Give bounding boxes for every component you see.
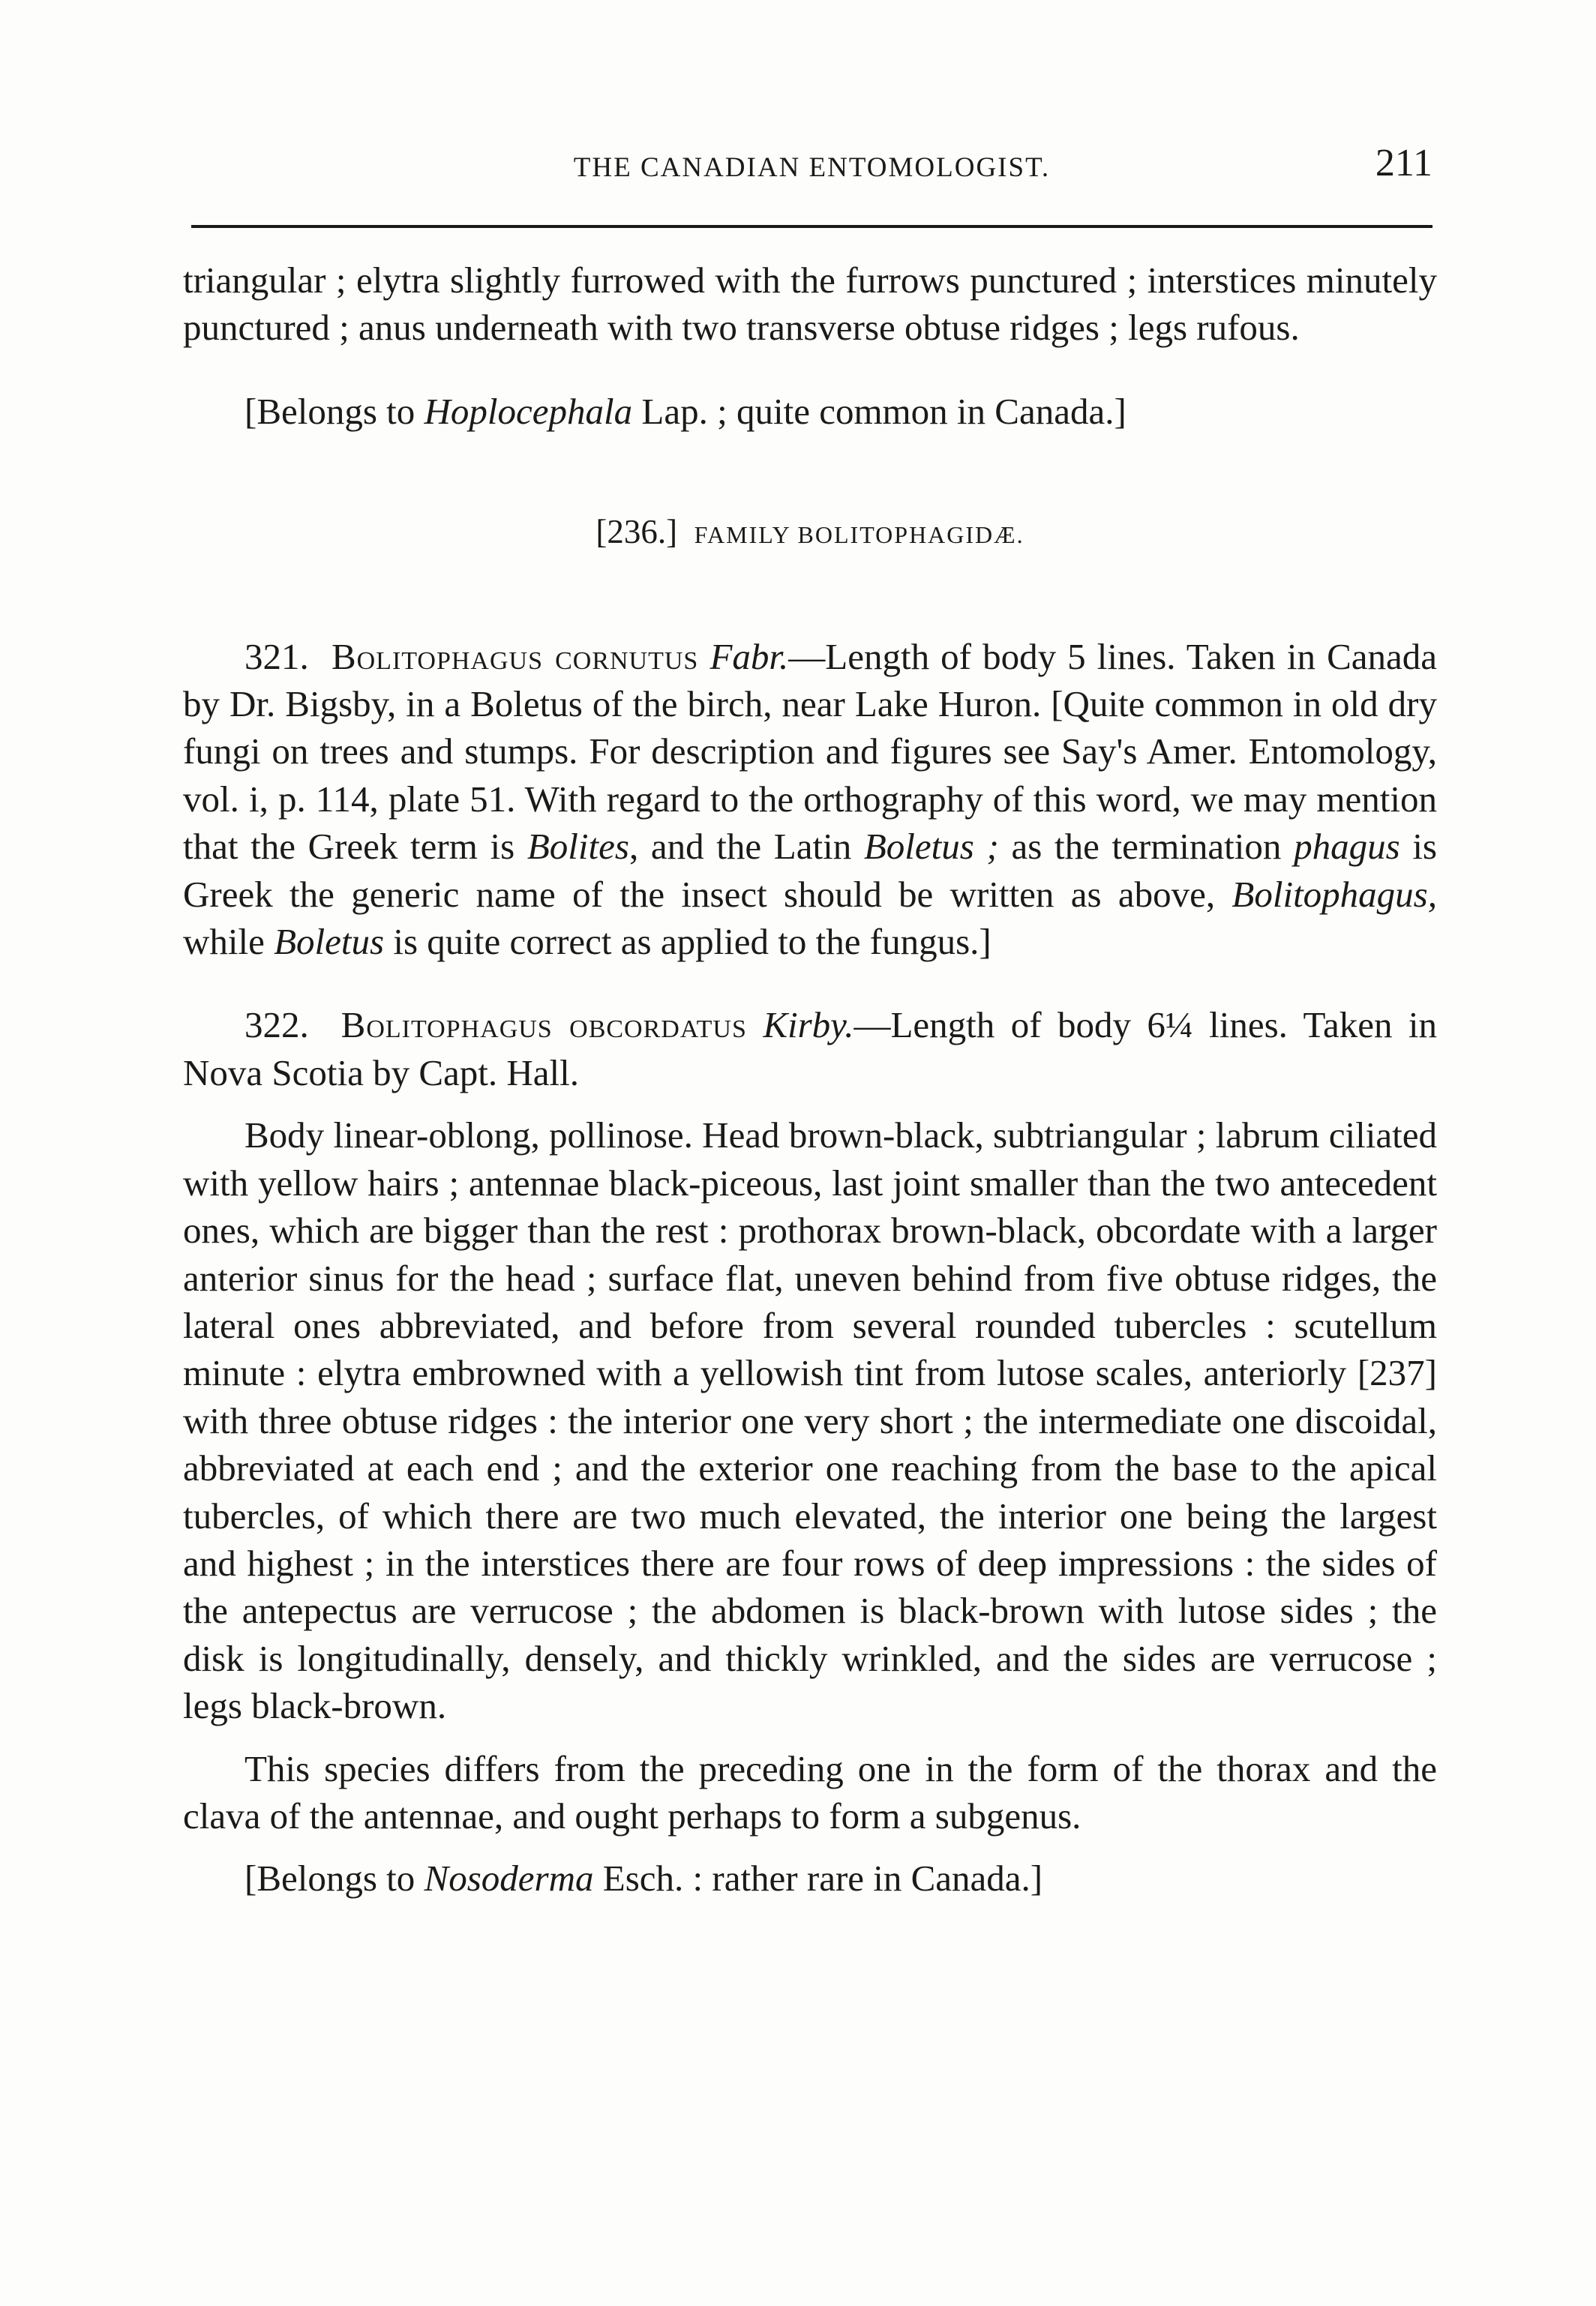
italic-term: Bolites — [526, 826, 629, 868]
entry-text: —Length of body 6¼ lines. Taken in Nova Scotia by Capt. Hall. — [183, 1004, 1438, 1093]
italic-term: Boletus ; — [863, 826, 999, 868]
species-name: Bolitophagus obcordatus — [340, 1004, 747, 1046]
genus-name: Nosoderma — [424, 1858, 594, 1900]
belongs-note-hoplocephala — [183, 388, 1437, 435]
species-author: Fabr. — [710, 635, 789, 677]
entry-text: as the termination — [998, 826, 1294, 868]
genus-name: Hoplocephala — [424, 390, 633, 432]
family-name: FAMILY BOLITOPHAGIDÆ. — [694, 521, 1024, 549]
species-author: Kirby. — [763, 1004, 854, 1046]
species-comparison: This species differs from the preceding one in the form of the thorax and the clava of the antennae, and ought perhaps to form a subgenus. — [183, 1747, 1437, 1837]
page-header — [191, 141, 1432, 193]
species-description: Body linear-oblong, pollinose. Head brown-black, subtriangular ; labrum ciliated with yellow hairs ; antennae black-piceous, last joint smaller than the two antecedent ones, which are bigger than the rest : prothorax brown-black, obcordate with a larger anterior sinus for the head ; surface flat, uneven behind from five obtuse ridges, the lateral ones abbreviated, and before from several rounded tubercles : scutellum minute : elytra embrowned with a yellowish tint from lutose scales, anteriorly [237] with three obtuse ridges : the interior one very short ; the intermediate one discoidal, abbreviated at each end ; and the exterior one reaching from the base to the apical tubercles, of which there are two much elevated, the interior one being the largest and highest ; in the interstices there are four rows of deep impressions : the sides of the antepectus are verrucose ; the abdomen is black-brown with lutose sides ; the disk is longitudinally, densely, and thickly wrinkled, and the sides are verrucose ; legs black-brown. — [183, 1114, 1437, 1727]
species-number: 321. — [244, 635, 309, 677]
page-number: 211 — [1375, 142, 1432, 184]
entry-text: , and the Latin — [628, 826, 864, 868]
note-text-before: [Belongs to — [244, 390, 424, 432]
italic-term: Boletus — [274, 921, 385, 963]
note-text-after: Lap. ; quite common in Canada.] — [632, 390, 1126, 432]
species-entry-321 — [183, 633, 1437, 966]
entry-text: is Greek the generic name of the insect should be written as above, — [183, 826, 1438, 915]
page-body — [183, 256, 1437, 1903]
species-number: 322. — [244, 1004, 309, 1046]
family-heading — [183, 508, 1437, 559]
section-marker: [236.] — [596, 513, 678, 551]
belongs-note-nosoderma — [183, 1855, 1437, 1902]
entry-text: —Length of body 5 lines. Taken in Canada by Dr. Bigsby, in a Boletus of the birch, near Lake Huron. [Quite common in old dry fungi on trees and stumps. For description and figures see Say's Amer. Entomology, vol. i, p. 114, plate 51. With regard to the orthography of this word, we may mention that the Greek term is — [183, 635, 1437, 868]
entry-text: is quite correct as applied to the fungus.] — [384, 921, 992, 963]
italic-term: Bolitophagus, — [1232, 873, 1437, 915]
note-text-before: [Belongs to — [244, 1858, 424, 1900]
species-name: Bolitophagus cornutus — [331, 635, 699, 677]
header-rule — [191, 225, 1432, 228]
entry-text: while — [183, 921, 274, 963]
note-text-after: Esch. : rather rare in Canada.] — [593, 1858, 1043, 1900]
italic-term: phagus — [1294, 826, 1400, 868]
species-entry-322 — [183, 1001, 1437, 1096]
continued-paragraph: triangular ; elytra slightly furrowed with the furrows punctured ; interstices minutely punctured ; anus underneath with two transverse obtuse ridges ; legs rufous. — [183, 259, 1437, 349]
running-title: THE CANADIAN ENTOMOLOGIST. — [573, 152, 1051, 183]
